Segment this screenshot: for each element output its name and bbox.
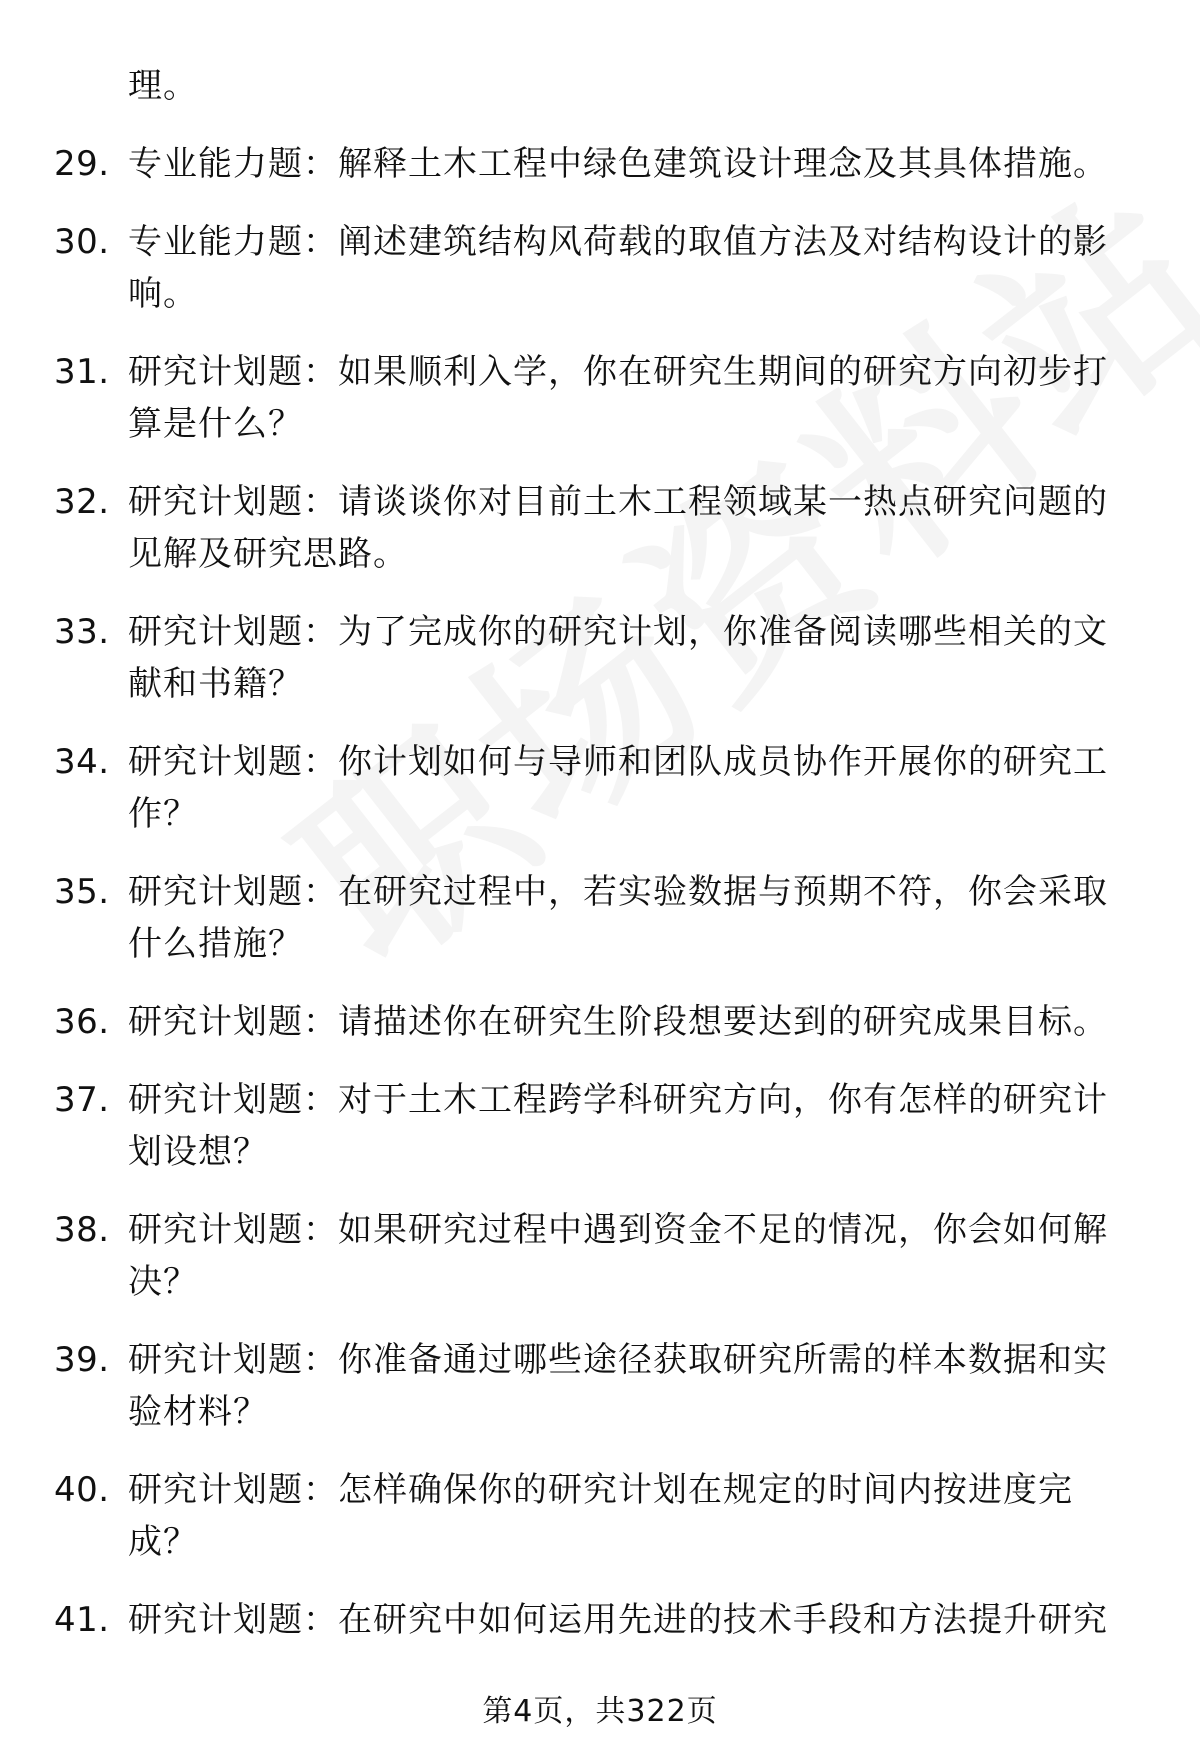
question-text: 研究计划题：如果研究过程中遇到资金不足的情况，你会如何解决？: [128, 1210, 1108, 1302]
question-text: 研究计划题：在研究中如何运用先进的技术手段和方法提升研究: [128, 1600, 1108, 1640]
question-text: 研究计划题：在研究过程中，若实验数据与预期不符，你会采取什么措施？: [128, 872, 1108, 964]
question-text: 研究计划题：你计划如何与导师和团队成员协作开展你的研究工作？: [128, 742, 1108, 834]
question-number: 30.: [54, 222, 110, 262]
question-text: 研究计划题：为了完成你的研究计划，你准备阅读哪些相关的文献和书籍？: [128, 612, 1108, 704]
question-item: [0, 606, 1200, 710]
question-number: 38.: [54, 1210, 110, 1250]
question-item: [0, 1334, 1200, 1438]
question-number: 34.: [54, 742, 110, 782]
question-text: 研究计划题：怎样确保你的研究计划在规定的时间内按进度完成？: [128, 1470, 1073, 1562]
question-number: 37.: [54, 1080, 110, 1120]
question-number: 41.: [54, 1600, 110, 1640]
question-item: [0, 346, 1200, 450]
question-item: [0, 1594, 1200, 1646]
question-item: [0, 216, 1200, 320]
question-text: 研究计划题：对于土木工程跨学科研究方向，你有怎样的研究计划设想？: [128, 1080, 1108, 1172]
question-text: 专业能力题：解释土木工程中绿色建筑设计理念及其具体措施。: [128, 144, 1108, 184]
question-number: 31.: [54, 352, 110, 392]
page-footer: 第4页，共322页: [482, 1694, 718, 1729]
question-number: 33.: [54, 612, 110, 652]
question-item: [0, 1464, 1200, 1568]
question-list: [0, 60, 1200, 1672]
question-item: [0, 996, 1200, 1048]
question-item: [0, 866, 1200, 970]
question-number: 29.: [54, 144, 110, 184]
question-number: 32.: [54, 482, 110, 522]
continuation-text: [0, 60, 1200, 112]
question-item: [0, 736, 1200, 840]
question-text: 研究计划题：如果顺利入学，你在研究生期间的研究方向初步打算是什么？: [128, 352, 1108, 444]
question-text: 研究计划题：请描述你在研究生阶段想要达到的研究成果目标。: [128, 1002, 1108, 1042]
question-item: [0, 1204, 1200, 1308]
question-number: 40.: [54, 1470, 110, 1510]
question-number: 39.: [54, 1340, 110, 1380]
continuation-line: 理。: [128, 66, 198, 106]
question-item: [0, 1074, 1200, 1178]
question-number: 35.: [54, 872, 110, 912]
question-number: 36.: [54, 1002, 110, 1042]
question-item: [0, 138, 1200, 190]
question-text: 研究计划题：请谈谈你对目前土木工程领域某一热点研究问题的见解及研究思路。: [128, 482, 1108, 574]
question-text: 专业能力题：阐述建筑结构风荷载的取值方法及对结构设计的影响。: [128, 222, 1108, 314]
question-text: 研究计划题：你准备通过哪些途径获取研究所需的样本数据和实验材料？: [128, 1340, 1108, 1432]
question-item: [0, 476, 1200, 580]
